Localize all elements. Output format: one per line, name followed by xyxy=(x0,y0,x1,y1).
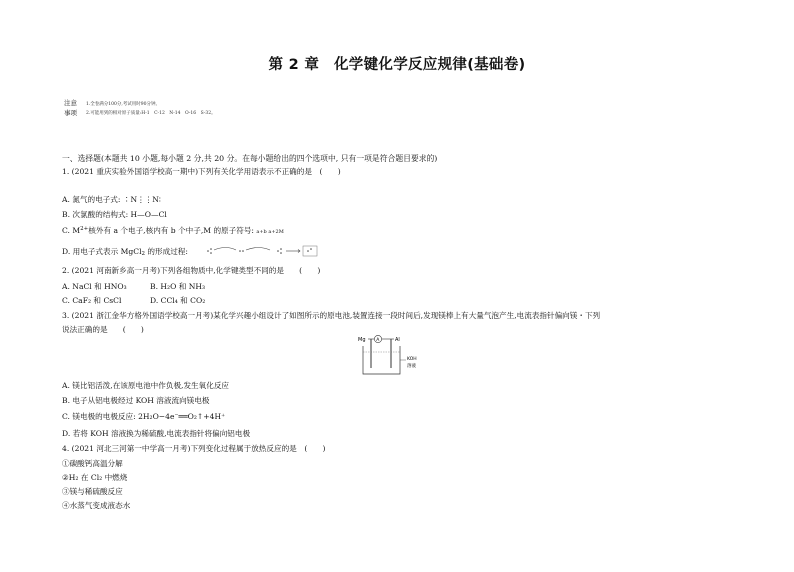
q1-d-prefix: D. 用电子式表示 MgCl xyxy=(62,247,142,256)
figure-label-ammeter: A xyxy=(376,338,380,343)
curved-arrow xyxy=(246,248,270,251)
q1-d-text: 的形成过程: xyxy=(145,247,188,256)
notice-label-line1: 注意 xyxy=(64,99,77,107)
q1-c-symbol: a+b a+2M xyxy=(256,229,284,235)
beaker xyxy=(363,346,400,374)
q2-stem: 2. (2021 河南新乡高一月考)下列各组物质中,化学键类型不同的是 ( ) xyxy=(62,266,321,275)
q2-option-b: B. H₂O 和 NH₃ xyxy=(150,282,206,291)
q3-stem-line2: 说法正确的是 ( ) xyxy=(62,325,144,334)
figure-label-mg: Mg xyxy=(358,337,366,343)
q3-option-b: B. 电子从铝电极经过 KOH 溶液流向镁电极 xyxy=(62,396,210,405)
q1-option-c xyxy=(62,226,284,237)
q1-option-b: B. 次氯酸的结构式: H—O—Cl xyxy=(62,210,167,219)
q3-option-a: A. 镁比铝活泼,在该原电池中作负极,发生氧化反应 xyxy=(62,381,230,390)
q2-option-c: C. CaF₂ 和 CsCl xyxy=(62,296,122,305)
notice-line1: 1.全卷满分100分,考试用时90分钟。 xyxy=(86,102,161,107)
mgcl2-formation-diagram xyxy=(200,245,320,257)
q2-option-a: A. NaCl 和 HNO₃ xyxy=(62,282,127,291)
q1-d-subscript: 2 xyxy=(141,251,145,257)
q1-option-a: A. 氮气的电子式: ∶N⋮⋮N∶ xyxy=(62,195,161,204)
q3-option-d: D. 若将 KOH 溶液换为稀硫酸,电流表指针将偏向铝电极 xyxy=(62,429,251,438)
q1-c-text: 核外有 a 个电子,核内有 b 个中子,M 的原子符号: xyxy=(88,226,257,235)
q4-item-2: ②H₂ 在 Cl₂ 中燃烧 xyxy=(62,473,128,482)
q1-c-charge: 2+ xyxy=(80,226,89,232)
q4-item-3: ③镁与稀硫酸反应 xyxy=(62,487,123,496)
notice-line2: 2.可能用到的相对原子质量:H-1 C-12 N-14 O-16 S-32。 xyxy=(86,111,216,116)
q3-option-c: C. 镁电极的电极反应: 2H₂O−4e⁻══O₂↑+4H⁺ xyxy=(62,412,226,421)
q4-stem: 4. (2021 河北三河第一中学高一月考)下列变化过程属于放热反应的是 ( ) xyxy=(62,444,326,453)
notice-label xyxy=(64,98,77,118)
q3-stem-line1: 3. (2021 浙江金华方格外国语学校高一月考)某化学兴趣小组设计了如图所示的原电池,装置连接一段时间后,发现镁棒上有大量气泡产生,电流表指针偏向镁・下列 xyxy=(62,311,601,320)
figure-label-koh: KOH xyxy=(407,357,417,362)
q1-c-prefix: C. M xyxy=(62,226,81,235)
figure-label-al: Al xyxy=(395,337,400,343)
notice-content xyxy=(86,100,216,118)
q4-item-4: ④水蒸气变成液态水 xyxy=(62,501,131,510)
figure-label-solution: 溶液 xyxy=(407,364,416,369)
galvanic-cell-figure xyxy=(358,332,438,380)
q2-option-d: D. CCl₄ 和 CO₂ xyxy=(150,296,206,305)
page-title: 第 2 章 化学键化学反应规律(基础卷) xyxy=(268,57,526,73)
ion-bracket xyxy=(303,246,317,256)
notice-label-line2: 事项 xyxy=(64,109,77,117)
curved-arrow xyxy=(214,248,236,251)
section-heading: 一、选择题(本题共 10 小题,每小题 2 分,共 20 分。在每小题给出的四个选项中, 只有一项是符合题目要求的) xyxy=(62,154,438,163)
q1-option-d xyxy=(62,247,188,257)
q1-stem: 1. (2021 重庆实验外国语学校高一期中)下列有关化学用语表示不正确的是 ( ) xyxy=(62,167,341,176)
q4-item-1: ①碳酸钙高温分解 xyxy=(62,459,123,468)
